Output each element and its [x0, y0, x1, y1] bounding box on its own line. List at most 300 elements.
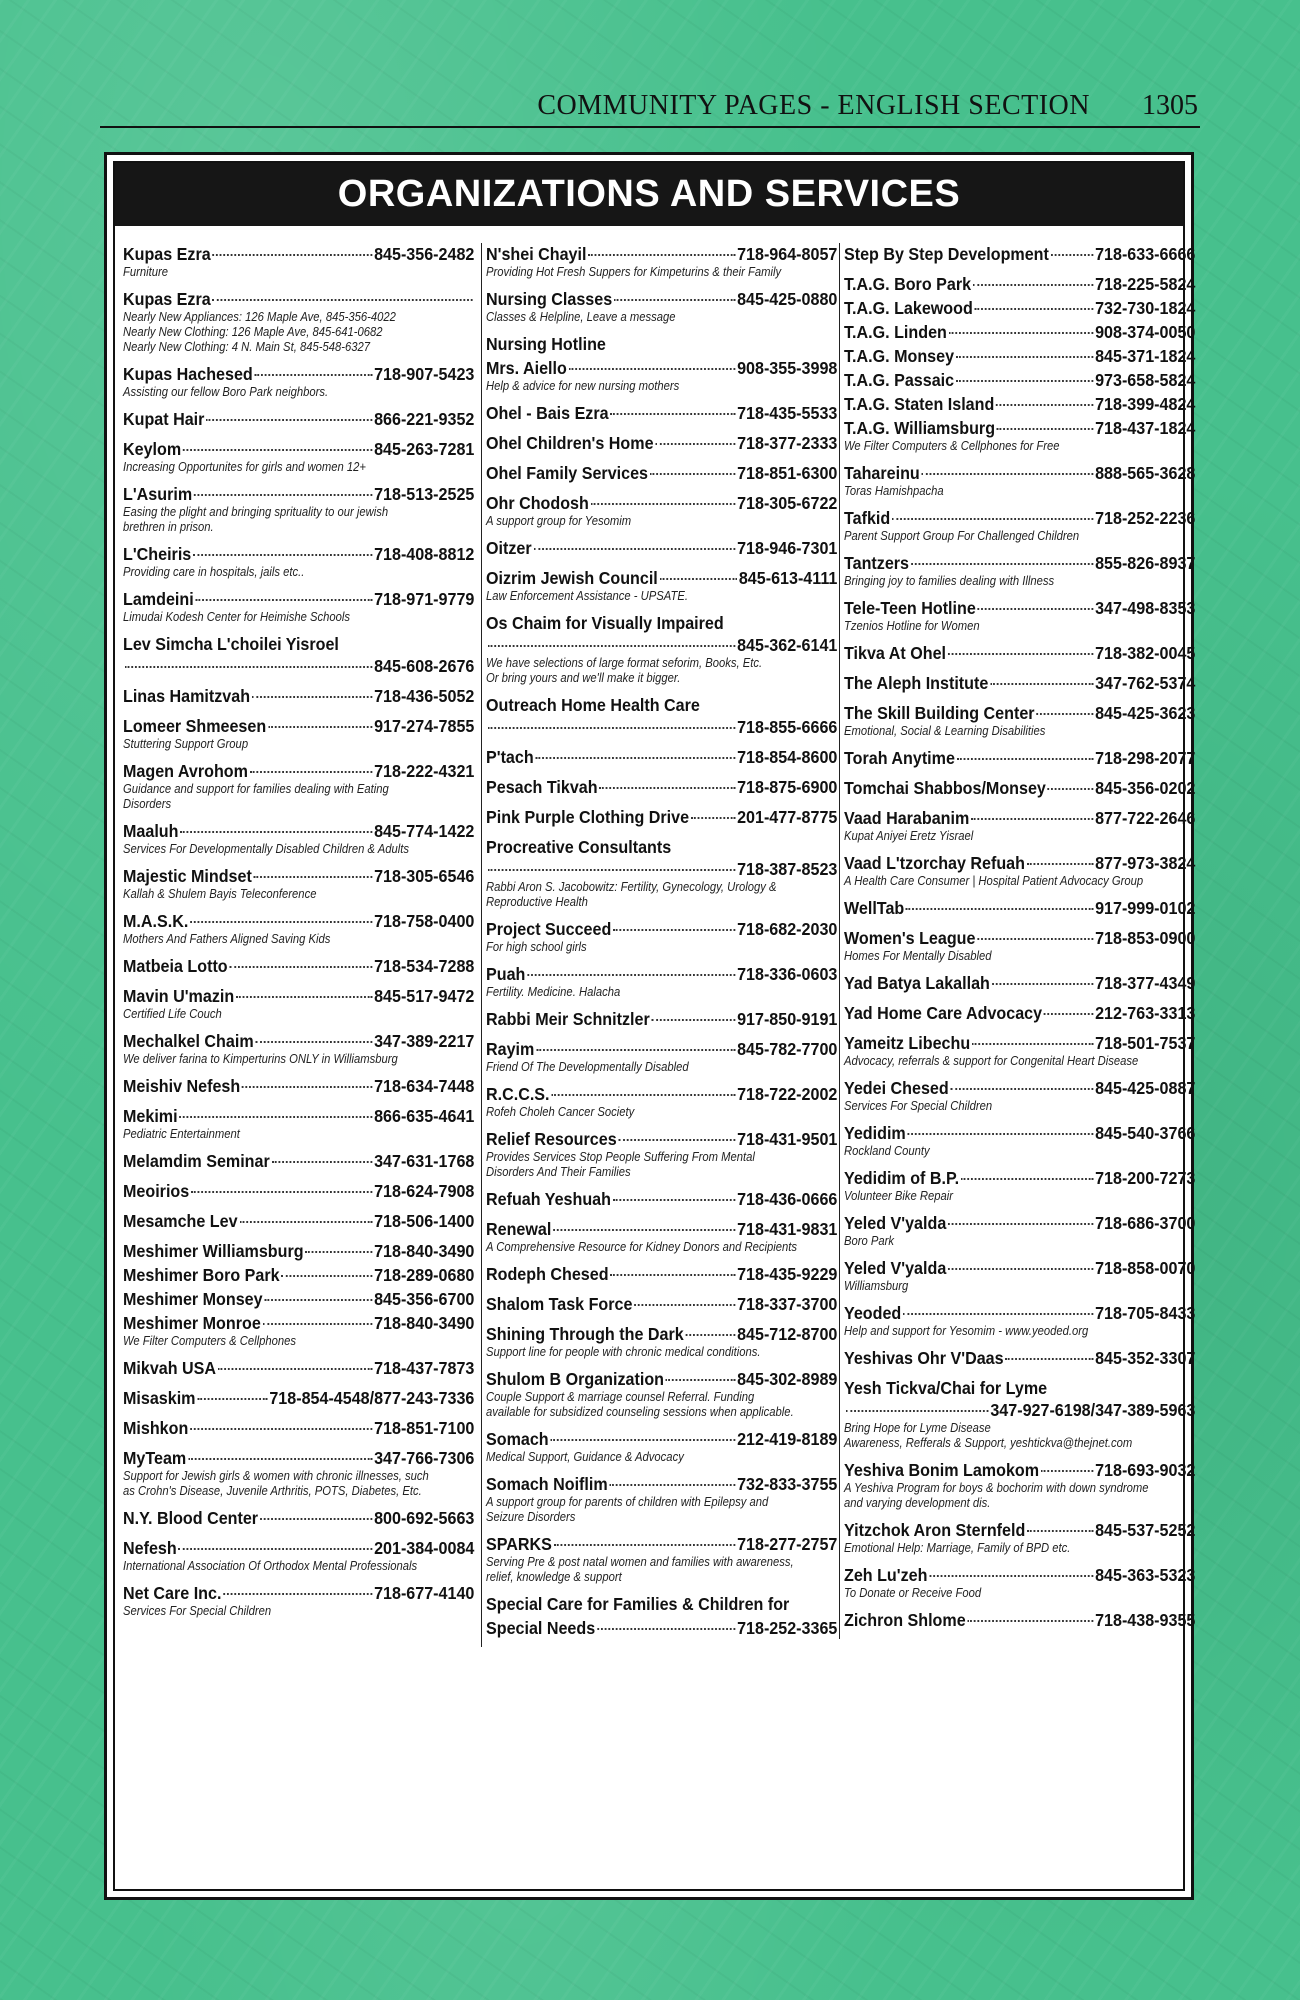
entry-name: Women's League	[844, 928, 976, 948]
entry-phone[interactable]: 845-425-3623	[1095, 703, 1196, 723]
dot-leader	[1048, 788, 1094, 790]
entry-description: Help & advice for new nursing mothers	[486, 379, 680, 393]
entry-phone[interactable]: 877-722-2646	[1095, 808, 1196, 828]
entry-description: International Association Of Orthodox Mental Professionals	[123, 1559, 418, 1573]
entry-description: Medical Support, Guidance & Advocacy	[486, 1450, 684, 1464]
entry-description: brethren in prison.	[123, 520, 214, 534]
entry-name: Mekimi	[123, 1106, 178, 1126]
entry-row	[486, 716, 837, 738]
section-header-title: COMMUNITY PAGES - ENGLISH SECTION	[537, 90, 1090, 121]
entry-phone[interactable]: 718-722-2002	[737, 1084, 838, 1104]
entry-row	[123, 655, 474, 677]
entry-name: Vaad Harabanim	[844, 808, 970, 828]
directory-frame	[104, 152, 1194, 1900]
directory-entry	[844, 1564, 1196, 1601]
entry-name: Yameitz Libechu	[844, 1033, 971, 1053]
entry-name: Refuah Yeshuah	[486, 1189, 611, 1209]
entry-phone[interactable]: 347-762-5374	[1095, 673, 1196, 693]
entry-name: Magen Avrohom	[123, 761, 248, 781]
dot-leader	[553, 1229, 735, 1231]
directory-entry	[123, 543, 475, 580]
dot-leader	[951, 1088, 1094, 1090]
entry-row	[844, 747, 1195, 769]
entry-description: A Health Care Consumer | Hospital Patient Advocacy Group	[844, 874, 1144, 888]
entry-phone[interactable]: 718-686-3700	[1095, 1213, 1196, 1233]
entry-phone[interactable]: 718-252-3365	[737, 1618, 838, 1638]
entry-name: Ohel Children's Home	[486, 433, 654, 453]
entry-row	[844, 1077, 1195, 1099]
dot-leader	[973, 284, 1093, 286]
entry-phone[interactable]: 718-377-4349	[1095, 973, 1196, 993]
entry-phone[interactable]: 718-336-0603	[737, 964, 838, 984]
entry-name: Vaad L'tzorchay Refuah	[844, 853, 1025, 873]
dot-leader	[194, 494, 372, 496]
entry-row	[123, 1210, 474, 1232]
dot-leader	[488, 645, 735, 647]
entry-phone[interactable]: 718-399-4824	[1095, 394, 1196, 414]
dot-leader	[536, 1049, 735, 1051]
entry-phone[interactable]: 347-631-1768	[374, 1151, 475, 1171]
directory-entry	[844, 672, 1196, 694]
entry-row	[844, 1564, 1195, 1586]
dot-leader	[610, 1274, 735, 1276]
directory-entry	[123, 363, 475, 400]
entry-phone[interactable]: 908-374-0050	[1095, 322, 1196, 342]
entry-phone[interactable]: 347-498-8353	[1095, 598, 1196, 618]
entry-phone[interactable]: 718-408-8812	[374, 544, 475, 564]
entry-phone[interactable]: 718-437-7873	[374, 1358, 475, 1378]
entry-phone[interactable]: 718-853-0900	[1095, 928, 1196, 948]
dot-leader	[533, 548, 735, 550]
directory-entry	[844, 747, 1196, 769]
entry-name: Oizrim Jewish Council	[486, 568, 658, 588]
directory-entry	[123, 985, 475, 1022]
directory-entry	[844, 393, 1196, 415]
entry-name: R.C.C.S.	[486, 1084, 550, 1104]
entry-phone[interactable]: 718-964-8057	[737, 244, 838, 264]
entry-name: Renewal	[486, 1219, 552, 1239]
entry-name: T.A.G. Passaic	[844, 370, 955, 390]
entry-phone[interactable]: 845-356-6700	[374, 1289, 475, 1309]
directory-entry	[123, 760, 475, 812]
dot-leader	[949, 332, 1094, 334]
dot-leader	[1051, 254, 1094, 256]
entry-row	[844, 597, 1195, 619]
entry-phone[interactable]: 718-435-9229	[737, 1264, 838, 1284]
dot-leader	[967, 1620, 1093, 1622]
dot-leader	[536, 757, 736, 759]
entry-phone[interactable]: 718-693-9032	[1095, 1460, 1196, 1480]
entry-phone[interactable]: 845-517-9472	[374, 986, 475, 1006]
directory-entry	[486, 1188, 838, 1210]
entry-phone[interactable]: 718-851-7100	[374, 1418, 475, 1438]
entry-phone[interactable]: 347-927-6198/347-389-5963	[990, 1400, 1196, 1420]
entry-row	[844, 507, 1195, 529]
entry-description: Seizure Disorders	[486, 1510, 576, 1524]
entry-name: Kupas Ezra	[123, 289, 211, 309]
directory-entry	[844, 852, 1196, 889]
entry-name: Keylom	[123, 439, 182, 459]
entry-phone[interactable]: 718-624-7908	[374, 1181, 475, 1201]
entry-name: Meshimer Boro Park	[123, 1265, 280, 1285]
entry-row	[486, 1008, 837, 1030]
dot-leader	[179, 1116, 372, 1118]
directory-entry	[844, 1609, 1196, 1631]
entry-phone[interactable]: 718-436-5052	[374, 686, 475, 706]
directory-entry	[844, 702, 1196, 739]
entry-row	[123, 1075, 474, 1097]
entry-phone[interactable]: 718-501-7537	[1095, 1033, 1196, 1053]
entry-phone[interactable]: 201-477-8775	[737, 807, 838, 827]
entry-description: Kupat Aniyei Eretz Yisrael	[844, 829, 974, 843]
entry-row	[123, 1264, 474, 1286]
entry-phone[interactable]: 212-419-8189	[737, 1429, 838, 1449]
entry-row	[123, 1180, 474, 1202]
directory-entry	[486, 1038, 838, 1075]
entry-name: Lamdeini	[123, 589, 194, 609]
entry-description: We have selections of large format seforim, Books, Etc.	[486, 656, 763, 670]
entry-row	[486, 1533, 837, 1555]
entry-description: A support group for Yesomim	[486, 514, 632, 528]
entry-row	[486, 537, 837, 559]
entry-phone[interactable]: 866-635-4641	[374, 1106, 475, 1126]
dot-leader	[948, 653, 1093, 655]
entry-name: Net Care Inc.	[123, 1583, 222, 1603]
directory-entry	[486, 694, 838, 738]
entry-phone[interactable]: 718-907-5423	[374, 364, 475, 384]
directory-entry	[486, 1323, 838, 1360]
dot-leader	[254, 876, 373, 878]
entry-phone[interactable]: 718-840-3490	[374, 1313, 475, 1333]
entry-phone[interactable]: 718-875-6900	[737, 777, 838, 797]
entry-phone[interactable]: 718-305-6722	[737, 493, 838, 513]
entry-row	[844, 852, 1195, 874]
entry-phone[interactable]: 845-425-0880	[737, 289, 838, 309]
directory-column-1	[123, 243, 475, 1627]
directory-entry	[123, 1447, 475, 1499]
dot-leader	[190, 1428, 372, 1430]
entry-phone[interactable]: 973-658-5824	[1095, 370, 1196, 390]
entry-phone[interactable]: 908-355-3998	[737, 358, 838, 378]
entry-row	[844, 462, 1195, 484]
entry-description: Limudai Kodesh Center for Heimishe Schools	[123, 610, 350, 624]
directory-entry	[486, 836, 838, 910]
directory-entry	[844, 345, 1196, 367]
entry-phone[interactable]: 718-946-7301	[737, 538, 838, 558]
dot-leader	[996, 404, 1093, 406]
entry-row	[844, 1609, 1195, 1631]
entry-row	[844, 393, 1195, 415]
entry-phone[interactable]: 718-858-0070	[1095, 1258, 1196, 1278]
directory-entry	[123, 1537, 475, 1574]
entry-phone[interactable]: 917-850-9191	[737, 1009, 838, 1029]
entry-phone[interactable]: 718-634-7448	[374, 1076, 475, 1096]
entry-description: as Crohn's Disease, Juvenile Arthritis, POTS, Diabetes, Etc.	[123, 1484, 422, 1498]
entry-phone[interactable]: 347-766-7306	[374, 1448, 475, 1468]
entry-description: Stuttering Support Group	[123, 737, 249, 751]
entry-description: Providing Hot Fresh Suppers for Kimpeturins & their Family	[486, 265, 782, 279]
directory-entry	[486, 1128, 838, 1180]
entry-phone[interactable]: 718-382-0045	[1095, 643, 1196, 663]
entry-phone[interactable]: 718-377-2333	[737, 433, 838, 453]
entry-description: Rabbi Aron S. Jacobowitz: Fertility, Gynecology, Urology &	[486, 880, 777, 894]
entry-name: L'Cheiris	[123, 544, 192, 564]
entry-phone[interactable]: 718-337-3700	[737, 1294, 838, 1314]
entry-name: Relief Resources	[486, 1129, 617, 1149]
entry-phone[interactable]: 845-362-6141	[737, 635, 838, 655]
entry-name: Kupas Ezra	[123, 244, 211, 264]
directory-entry	[844, 1002, 1196, 1024]
entry-phone[interactable]: 718-513-2525	[374, 484, 475, 504]
entry-row	[486, 1617, 837, 1639]
directory-entry	[486, 288, 838, 325]
entry-phone[interactable]: 718-971-9779	[374, 589, 475, 609]
entry-phone[interactable]: 718-534-7288	[374, 956, 475, 976]
entry-row	[123, 1288, 474, 1310]
entry-phone[interactable]: 845-352-3307	[1095, 1348, 1196, 1368]
dot-leader	[188, 1458, 372, 1460]
entry-phone[interactable]: 845-540-3766	[1095, 1123, 1196, 1143]
entry-phone[interactable]: 201-384-0084	[374, 1538, 475, 1558]
entry-row	[123, 363, 474, 385]
entry-row	[844, 1459, 1195, 1481]
directory-entry	[486, 1428, 838, 1465]
entry-row	[123, 910, 474, 932]
dot-leader	[956, 380, 1093, 382]
entry-name: Outreach Home Health Care	[486, 695, 700, 715]
entry-row	[844, 1167, 1195, 1189]
dot-leader	[903, 1313, 1093, 1315]
entry-name: Pesach Tikvah	[486, 777, 598, 797]
directory-entry	[844, 462, 1196, 499]
entry-row	[844, 1399, 1195, 1421]
entry-phone[interactable]: 845-782-7700	[737, 1039, 838, 1059]
entry-row	[123, 865, 474, 887]
directory-entry	[123, 1150, 475, 1172]
directory-entry	[486, 1263, 838, 1285]
entry-phone[interactable]: 718-438-9355	[1095, 1610, 1196, 1630]
entry-name: Matbeia Lotto	[123, 956, 228, 976]
entry-name: Somach	[486, 1429, 549, 1449]
entry-phone[interactable]: 718-387-8523	[737, 859, 838, 879]
dot-leader	[975, 308, 1094, 310]
entry-row	[844, 1302, 1195, 1324]
entry-description: Support for Jewish girls & women with chronic illnesses, such	[123, 1469, 429, 1483]
entry-phone[interactable]: 718-854-8600	[737, 747, 838, 767]
entry-phone[interactable]: 718-200-7273	[1095, 1168, 1196, 1188]
directory-entry	[123, 483, 475, 535]
entry-phone[interactable]: 718-435-5533	[737, 403, 838, 423]
entry-name: Yeoded	[844, 1303, 902, 1323]
entry-phone[interactable]: 718-437-1824	[1095, 418, 1196, 438]
entry-phone[interactable]: 845-774-1422	[374, 821, 475, 841]
entry-phone[interactable]: 845-363-5323	[1095, 1565, 1196, 1585]
directory-entry	[486, 492, 838, 529]
dot-leader	[660, 578, 737, 580]
entry-description: Nearly New Appliances: 126 Maple Ave, 845-356-4022	[123, 310, 396, 324]
entry-row	[844, 1212, 1195, 1234]
entry-phone[interactable]: 877-973-3824	[1095, 853, 1196, 873]
entry-phone[interactable]: 718-682-2030	[737, 919, 838, 939]
entry-name: Mishkon	[123, 1418, 189, 1438]
entry-name: Procreative Consultants	[486, 837, 672, 857]
directory-entry	[123, 1387, 475, 1409]
entry-phone[interactable]: 845-608-2676	[374, 656, 475, 676]
entry-name: Yeled V'yalda	[844, 1213, 947, 1233]
entry-description: Services For Special Children	[844, 1099, 993, 1113]
directory-entry	[123, 1075, 475, 1097]
entry-name: T.A.G. Linden	[844, 322, 947, 342]
entry-phone[interactable]: 718-289-0680	[374, 1265, 475, 1285]
entry-phone[interactable]: 718-305-6546	[374, 866, 475, 886]
entry-name: Puah	[486, 964, 526, 984]
entry-phone[interactable]: 845-356-2482	[374, 244, 475, 264]
entry-phone[interactable]: 718-855-6666	[737, 717, 838, 737]
entry-phone[interactable]: 718-277-2757	[737, 1534, 838, 1554]
dot-leader	[264, 1299, 372, 1301]
entry-row	[486, 1428, 837, 1450]
entry-row	[123, 243, 474, 265]
entry-phone[interactable]: 718-431-9501	[737, 1129, 838, 1149]
dot-leader	[1044, 1013, 1093, 1015]
entry-phone[interactable]: 718-506-1400	[374, 1211, 475, 1231]
entry-phone[interactable]: 718-298-2077	[1095, 748, 1196, 768]
dot-leader	[956, 356, 1093, 358]
directory-entry	[123, 1210, 475, 1232]
entry-row	[486, 288, 837, 310]
entry-name: Nefesh	[123, 1538, 177, 1558]
entry-phone[interactable]: 718-705-8433	[1095, 1303, 1196, 1323]
entry-row	[486, 634, 837, 656]
entry-phone[interactable]: 845-302-8989	[737, 1369, 838, 1389]
entry-phone[interactable]: 845-425-0887	[1095, 1078, 1196, 1098]
entry-name: Tafkid	[844, 508, 891, 528]
dot-leader	[250, 771, 372, 773]
directory-entry	[123, 438, 475, 475]
directory-entry	[123, 1312, 475, 1349]
dot-leader	[255, 374, 373, 376]
entry-phone[interactable]: 845-537-5252	[1095, 1520, 1196, 1540]
entry-description: We Filter Computers & Cellphones	[123, 1334, 296, 1348]
entry-name: Rodeph Chesed	[486, 1264, 609, 1284]
directory-entry	[123, 288, 475, 355]
entry-phone[interactable]: 718-758-0400	[374, 911, 475, 931]
entry-phone[interactable]: 718-677-4140	[374, 1583, 475, 1603]
dot-leader	[666, 1379, 735, 1381]
entry-name: Kupat Hair	[123, 409, 205, 429]
entry-phone[interactable]: 212-763-3313	[1095, 1003, 1196, 1023]
entry-phone[interactable]: 347-389-2217	[374, 1031, 475, 1051]
entry-row	[123, 588, 474, 610]
dot-leader	[193, 554, 372, 556]
entry-name: Nursing Hotline	[486, 334, 606, 354]
dot-leader	[971, 818, 1093, 820]
entry-description: Classes & Helpline, Leave a message	[486, 310, 676, 324]
entry-phone[interactable]: 866-221-9352	[374, 409, 475, 429]
entry-phone[interactable]: 718-436-0666	[737, 1189, 838, 1209]
entry-phone[interactable]: 855-826-8937	[1095, 553, 1196, 573]
entry-name: Tomchai Shabbos/Monsey	[844, 778, 1046, 798]
entry-phone[interactable]: 845-613-4111	[738, 568, 838, 588]
directory-entry	[844, 417, 1196, 454]
entry-row	[123, 288, 474, 310]
entry-name: Yad Batya Lakallah	[844, 973, 990, 993]
directory-entry	[844, 1377, 1196, 1451]
entry-row	[486, 1038, 837, 1060]
dot-leader	[650, 473, 735, 475]
entry-name: Linas Hamitzvah	[123, 686, 251, 706]
dot-leader	[610, 413, 735, 415]
dot-leader	[569, 368, 736, 370]
entry-description: Certified Life Couch	[123, 1007, 222, 1021]
entry-phone[interactable]: 718-854-4548/877-243-7336	[269, 1388, 475, 1408]
entry-phone[interactable]: 718-225-5824	[1095, 274, 1196, 294]
entry-phone[interactable]: 845-712-8700	[737, 1324, 838, 1344]
entry-row	[123, 760, 474, 782]
entry-row	[486, 567, 837, 589]
dot-leader	[1005, 1358, 1093, 1360]
directory-entry	[844, 972, 1196, 994]
entry-name: P'tach	[486, 747, 534, 767]
entry-row	[486, 1473, 837, 1495]
dot-leader	[180, 831, 372, 833]
entry-name: Tantzers	[844, 553, 910, 573]
entry-description: We Filter Computers & Cellphones for Free	[844, 439, 1060, 453]
entry-phone[interactable]: 718-252-2236	[1095, 508, 1196, 528]
directory-entry	[844, 1077, 1196, 1114]
entry-row	[844, 1347, 1195, 1369]
entry-description: Emotional, Social & Learning Disabilities	[844, 724, 1046, 738]
entry-name: Mrs. Aiello	[486, 358, 567, 378]
entry-phone[interactable]: 845-356-0202	[1095, 778, 1196, 798]
entry-phone[interactable]: 888-565-3628	[1095, 463, 1196, 483]
entry-description: Friend Of The Developmentally Disabled	[486, 1060, 689, 1074]
directory-entry	[844, 1122, 1196, 1159]
dot-leader	[239, 1221, 372, 1223]
directory-entry	[123, 910, 475, 947]
entry-row	[844, 369, 1195, 391]
entry-phone[interactable]: 718-431-9831	[737, 1219, 838, 1239]
entry-phone[interactable]: 718-851-6300	[737, 463, 838, 483]
entry-row	[486, 1218, 837, 1240]
directory-entry	[486, 963, 838, 1000]
entry-phone[interactable]: 732-833-3755	[737, 1474, 838, 1494]
entry-phone[interactable]: 718-840-3490	[374, 1241, 475, 1261]
entry-phone[interactable]: 718-633-6666	[1095, 244, 1196, 264]
dot-leader	[551, 1094, 735, 1096]
entry-phone[interactable]: 732-730-1824	[1095, 298, 1196, 318]
entry-description: Tzenios Hotline for Women	[844, 619, 980, 633]
entry-row	[486, 806, 837, 828]
entry-phone[interactable]: 845-371-1824	[1095, 346, 1196, 366]
entry-phone[interactable]: 917-999-0102	[1095, 898, 1196, 918]
entry-row	[486, 918, 837, 940]
entry-description: Guidance and support for families dealing with Eating	[123, 782, 389, 796]
dot-leader	[892, 518, 1093, 520]
entry-phone[interactable]: 718-222-4321	[374, 761, 475, 781]
entry-name: SPARKS	[486, 1534, 552, 1554]
entry-description: Emotional Help: Marriage, Family of BPD etc.	[844, 1541, 1071, 1555]
entry-row	[486, 1188, 837, 1210]
entry-name: T.A.G. Boro Park	[844, 274, 972, 294]
entry-phone[interactable]: 917-274-7855	[374, 716, 475, 736]
entry-phone[interactable]: 845-263-7281	[374, 439, 475, 459]
dot-leader	[972, 1043, 1093, 1045]
entry-phone[interactable]: 800-692-5663	[374, 1508, 475, 1528]
directory-entry	[123, 1030, 475, 1067]
dot-leader	[190, 921, 372, 923]
dot-leader	[957, 758, 1093, 760]
